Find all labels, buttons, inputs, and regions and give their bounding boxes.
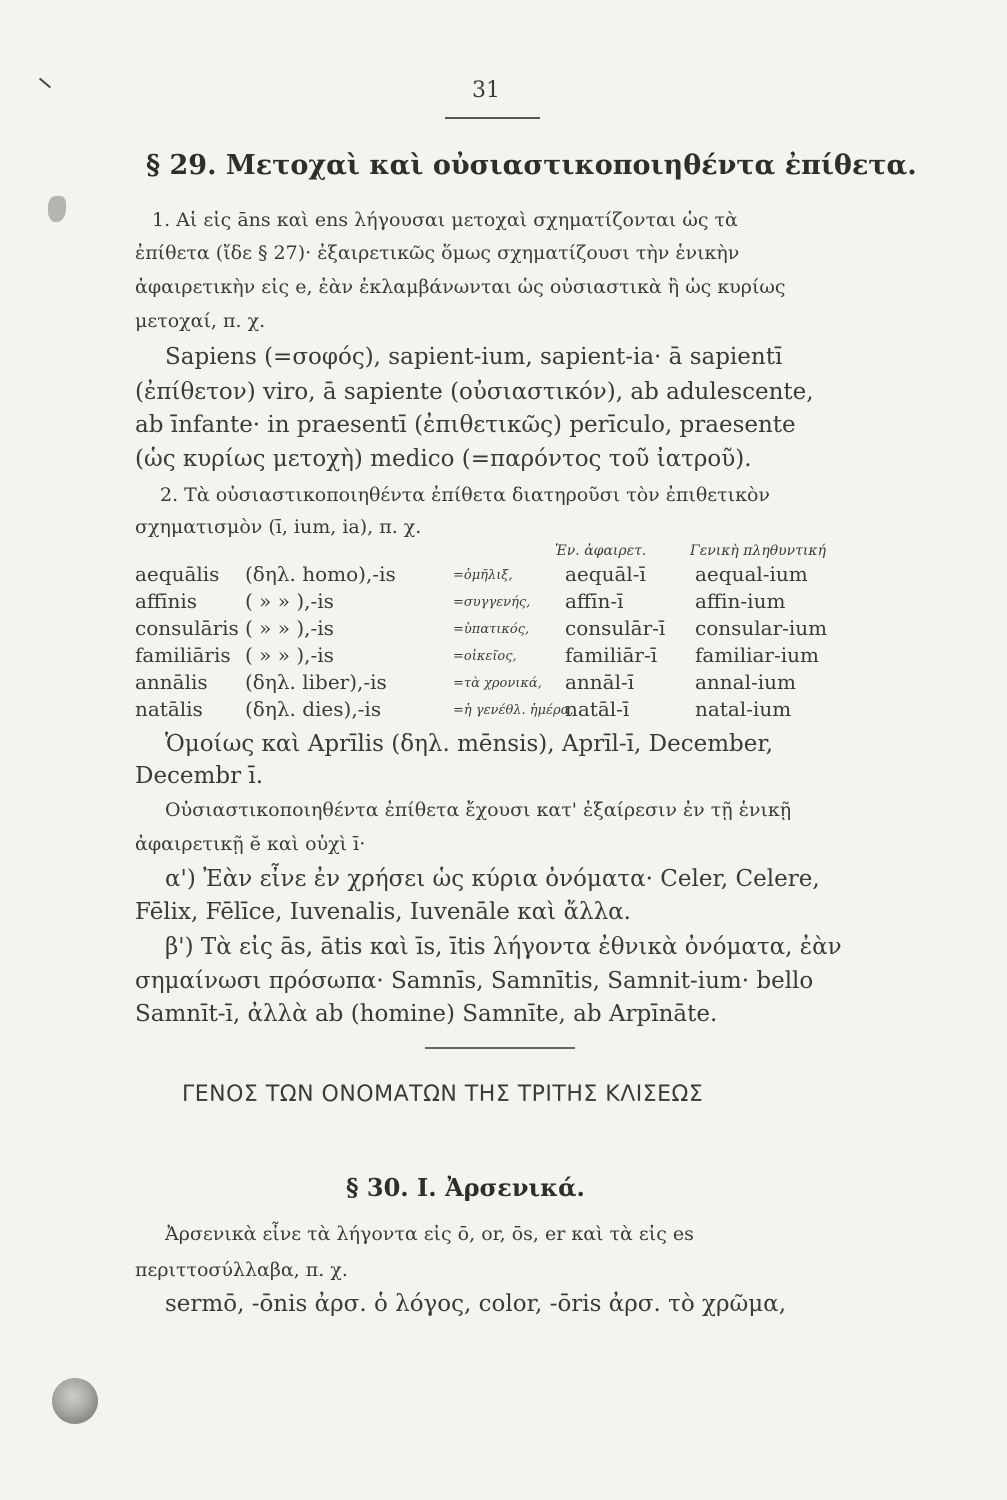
- paragraph-2-line: 2. Τὰ οὐσιαστικοποιηθέντα ἐπίθετα διατηροῦσι τὸν ἐπιθετικὸν: [160, 484, 770, 506]
- table-genitive: affin-ium: [695, 589, 786, 613]
- table-greek: =συγγενής,: [453, 595, 531, 610]
- table-greek: =ὑπατικός,: [453, 622, 530, 637]
- paragraph-3-line: Οὐσιαστικοποιηθέντα ἐπίθετα ἔχουσι κατ' ἐξαίρεσιν ἐν τῇ ἑνικῇ: [165, 799, 792, 821]
- example-line: (ἐπίθετον) viro, ā sapiente (οὐσιαστικόν), ab adulescente,: [135, 379, 814, 405]
- table-word: affīnis: [135, 589, 198, 613]
- table-word: annālis: [135, 670, 208, 694]
- binding-hole: [52, 1378, 98, 1424]
- item-a-line: α') Ἐὰν εἶνε ἐν χρήσει ὡς κύρια ὀνόματα· Celer, Celere,: [165, 866, 820, 892]
- paragraph-1-line: μετοχαί, π. χ.: [135, 310, 266, 332]
- section-title: ΓΕΝΟΣ ΤΩΝ ΟΝΟΜΑΤΩΝ ΤΗΣ ΤΡΙΤΗΣ ΚΛΙΣΕΩΣ: [182, 1082, 704, 1107]
- paragraph-1-line: ἐπίθετα (ἴδε § 27)· ἐξαιρετικῶς ὅμως σχηματίζουσι τὴν ἑνικὴν: [135, 242, 740, 264]
- paragraph-4-line: Ἀρσενικὰ εἶνε τὰ λήγοντα εἰς ō, or, ōs, er καὶ τὰ εἰς es: [165, 1223, 694, 1245]
- table-row: [135, 589, 786, 613]
- similarly-line: Decembr ī.: [135, 763, 264, 789]
- table-gloss: (δηλ. dies),-is: [245, 697, 382, 721]
- item-a-line: Fēlix, Fēlīce, Iuvenalis, Iuvenāle καὶ ἄλλα.: [135, 899, 631, 925]
- paper-stain: [48, 196, 66, 222]
- example-line: ab īnfante· in praesentī (ἐπιθετικῶς) perīculo, praesente: [135, 412, 796, 438]
- table-greek: =οἰκεῖος,: [453, 649, 517, 664]
- section-heading-30: § 30. I. Ἀρσενικά.: [346, 1173, 585, 1202]
- table-gloss: ( » » ),-is: [245, 589, 334, 613]
- table-word: familiāris: [135, 643, 231, 667]
- table-row: [135, 616, 828, 640]
- page-number-rule: [445, 117, 540, 119]
- example-line: (ὡς κυρίως μετοχὴ) medico (=παρόντος τοῦ ἰατροῦ).: [135, 446, 752, 472]
- item-b-line: σημαίνωσι πρόσωπα· Samnīs, Samnītis, Samnit-ium· bello: [135, 968, 814, 994]
- table-gloss: (δηλ. liber),-is: [245, 670, 387, 694]
- table-header-genitive: Γενικὴ πληθυντική: [690, 543, 826, 559]
- table-header-ablative: Ἑν. ἀφαιρετ.: [555, 543, 647, 559]
- table-row: [135, 697, 792, 721]
- table-genitive: aequal-ium: [695, 562, 808, 586]
- table-word: aequālis: [135, 562, 220, 586]
- table-ablative: affīn-ī: [565, 589, 624, 613]
- table-word: consulāris: [135, 616, 239, 640]
- table-greek: =ἡ γενέθλ. ἡμέρα,: [453, 703, 574, 718]
- item-b-line: Samnīt-ī, ἀλλὰ ab (homine) Samnīte, ab Arpīnāte.: [135, 1001, 718, 1027]
- last-line: sermō, -ōnis ἀρσ. ὁ λόγος, color, -ōris ἀρσ. τὸ χρῶμα,: [165, 1291, 787, 1317]
- paragraph-4-line: περιττοσύλλαβα, π. χ.: [135, 1259, 348, 1281]
- table-genitive: annal-ium: [695, 670, 797, 694]
- paragraph-3-line: ἀφαιρετικῇ ĕ καὶ οὐχὶ ī·: [135, 833, 366, 855]
- section-heading-29: § 29. Μετοχαὶ καὶ οὐσιαστικοποιηθέντα ἐπίθετα.: [146, 150, 917, 181]
- table-row: [135, 670, 797, 694]
- table-ablative: consulār-ī: [565, 616, 666, 640]
- table-gloss: (δηλ. homo),-is: [245, 562, 396, 586]
- table-ablative: annāl-ī: [565, 670, 635, 694]
- paragraph-1-line: 1. Αἱ εἰς āns καὶ ens λήγουσαι μετοχαὶ σχηματίζονται ὡς τὰ: [152, 209, 738, 231]
- table-greek: =ὁμῆλιξ,: [453, 568, 513, 583]
- item-b-line: β') Τὰ εἰς ās, ātis καὶ īs, ītis λήγοντα ἐθνικὰ ὀνόματα, ἐὰν: [165, 934, 842, 960]
- table-word: natālis: [135, 697, 203, 721]
- table-genitive: consular-ium: [695, 616, 828, 640]
- table-ablative: natāl-ī: [565, 697, 630, 721]
- paragraph-2-line: σχηματισμὸν (ī, ium, ia), π. χ.: [135, 516, 422, 538]
- table-gloss: ( » » ),-is: [245, 616, 334, 640]
- table-genitive: familiar-ium: [695, 643, 819, 667]
- similarly-line: Ὁμοίως καὶ Aprīlis (δηλ. mēnsis), Aprīl-ī, December,: [165, 731, 774, 757]
- table-ablative: familiār-ī: [565, 643, 658, 667]
- table-genitive: natal-ium: [695, 697, 792, 721]
- margin-mark: [39, 78, 51, 89]
- table-row: [135, 562, 808, 586]
- section-divider: [425, 1047, 575, 1049]
- page-number: 31: [472, 78, 500, 103]
- paragraph-1-line: ἀφαιρετικὴν εἰς e, ἐὰν ἐκλαμβάνωνται ὡς οὐσιαστικὰ ἢ ὡς κυρίως: [135, 276, 786, 298]
- example-line: Sapiens (=σοφός), sapient-ium, sapient-ia· ā sapientī: [165, 344, 783, 370]
- table-gloss: ( » » ),-is: [245, 643, 334, 667]
- table-ablative: aequāl-ī: [565, 562, 646, 586]
- table-greek: =τὰ χρονικά,: [453, 676, 542, 691]
- table-row: [135, 643, 819, 667]
